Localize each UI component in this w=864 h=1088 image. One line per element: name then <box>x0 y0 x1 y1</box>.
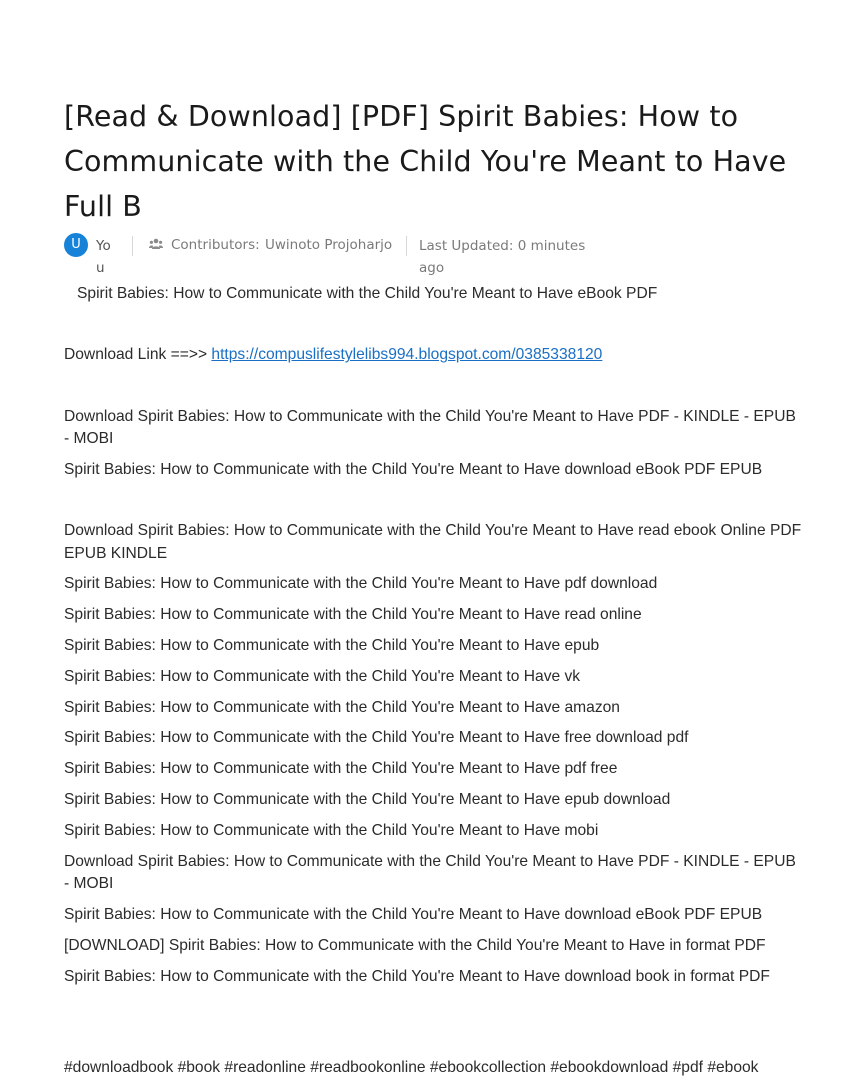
body-paragraph: Spirit Babies: How to Communicate with the Child You're Meant to Have read online <box>64 606 642 624</box>
body-paragraph: Spirit Babies: How to Communicate with the Child You're Meant to Have download eBook PDF EPUB <box>64 460 763 478</box>
spacer <box>64 996 804 1027</box>
download-link[interactable]: https://compuslifestylelibs994.blogspot.com/0385338120 <box>211 346 603 364</box>
spacer <box>64 314 804 345</box>
body-paragraph: Spirit Babies: How to Communicate with the Child You're Meant to Have epub download <box>64 791 671 809</box>
body-paragraph: Spirit Babies: How to Communicate with the Child You're Meant to Have pdf download <box>64 575 658 593</box>
body-paragraph: Download Spirit Babies: How to Communicate with the Child You're Meant to Have PDF - KINDLE - EPUB - MOBI <box>64 852 796 893</box>
spacer <box>64 375 804 406</box>
body-paragraph: Spirit Babies: How to Communicate with the Child You're Meant to Have download eBook PDF EPUB <box>64 905 763 923</box>
spacer <box>64 1027 804 1058</box>
body-paragraph: Spirit Babies: How to Communicate with the Child You're Meant to Have download book in format PDF <box>64 967 770 985</box>
avatar[interactable]: U <box>64 233 88 257</box>
spacer <box>64 490 804 521</box>
document-body <box>64 283 804 1088</box>
meta-bar <box>64 233 804 277</box>
body-paragraph: Download Spirit Babies: How to Communicate with the Child You're Meant to Have read ebook Online PDF EPUB KINDLE <box>64 522 802 562</box>
contributors-label: Contributors: <box>171 237 260 253</box>
body-paragraph: Spirit Babies: How to Communicate with the Child You're Meant to Have epub <box>64 637 600 655</box>
divider <box>132 236 133 256</box>
body-paragraph: Download Spirit Babies: How to Communicate with the Child You're Meant to Have PDF - KINDLE - EPUB - MOBI <box>64 407 796 448</box>
paragraph-group-b <box>64 520 804 988</box>
people-icon <box>149 238 163 250</box>
download-prefix: Download Link ==>> <box>64 346 212 364</box>
body-paragraph: Spirit Babies: How to Communicate with the Child You're Meant to Have amazon <box>64 698 620 716</box>
paragraph-group-a <box>64 406 804 482</box>
divider <box>406 236 407 256</box>
contributor-name[interactable]: Uwinoto Projoharjo <box>265 237 393 253</box>
body-paragraph: Spirit Babies: How to Communicate with the Child You're Meant to Have pdf free <box>64 760 618 778</box>
body-paragraph: Spirit Babies: How to Communicate with the Child You're Meant to Have vk <box>64 667 581 685</box>
lead-paragraph: Spirit Babies: How to Communicate with the Child You're Meant to Have eBook PDF <box>77 285 658 302</box>
body-paragraph: Spirit Babies: How to Communicate with the Child You're Meant to Have free download pdf <box>64 729 689 747</box>
hashtags: #downloadbook #book #readonline #readbookonline #ebookcollection #ebookdownload #pdf #ebook <box>64 1059 759 1077</box>
download-paragraph <box>64 344 804 367</box>
page-title: [Read & Download] [PDF] Spirit Babies: How to Communicate with the Child You're Meant to Have Full B <box>64 100 787 223</box>
last-updated: Last Updated: 0 minutes ago <box>419 238 586 276</box>
body-paragraph: [DOWNLOAD] Spirit Babies: How to Communicate with the Child You're Meant to Have in format PDF <box>64 936 766 954</box>
author-name[interactable]: You <box>96 238 111 276</box>
body-paragraph: Spirit Babies: How to Communicate with the Child You're Meant to Have mobi <box>64 821 599 839</box>
